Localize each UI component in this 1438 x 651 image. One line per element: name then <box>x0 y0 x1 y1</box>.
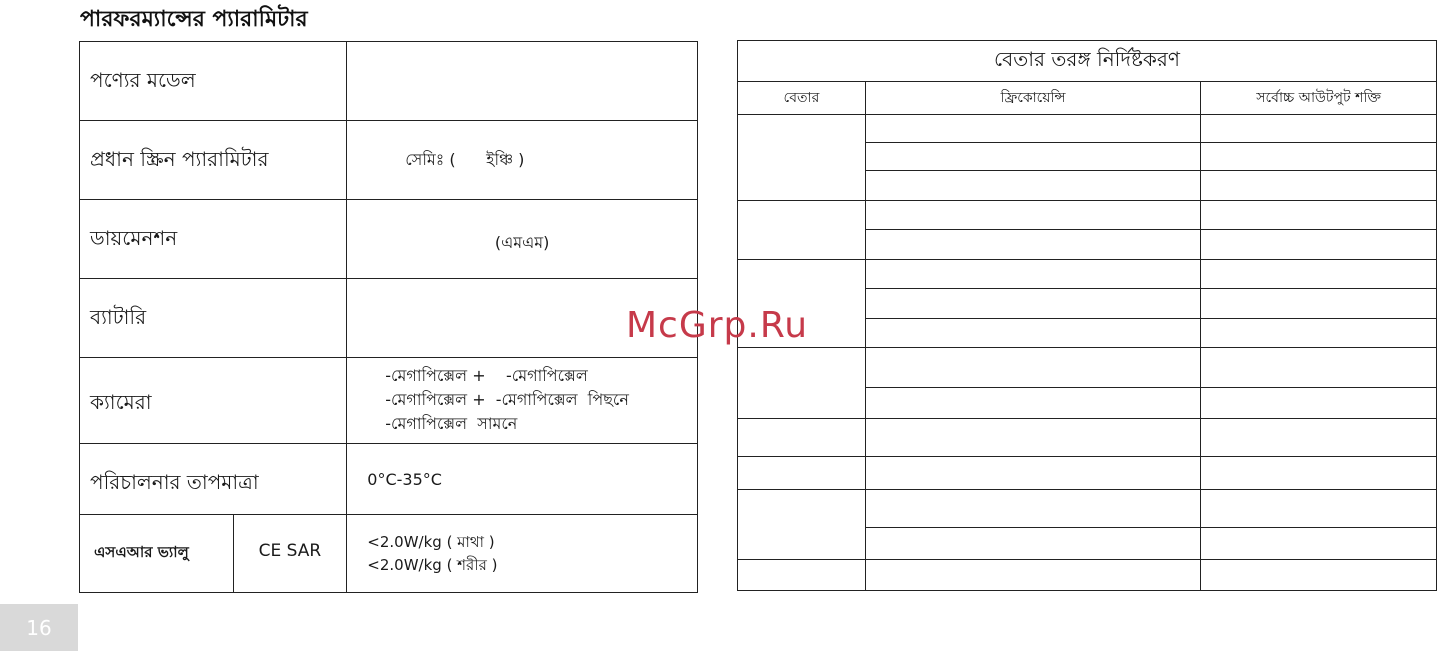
radio-cell <box>738 115 866 201</box>
battery-label: ব্যাটারি <box>80 279 347 358</box>
table-row <box>738 115 1437 143</box>
screen-label: প্রধান স্ক্রিন প্যারামিটার <box>80 121 347 200</box>
model-value <box>347 42 698 121</box>
radio-spec-table <box>737 40 1437 591</box>
parameters-table <box>79 41 698 593</box>
camera-label: ক্যামেরা <box>80 358 347 444</box>
table-row <box>80 42 698 121</box>
power-column-header: সর্বোচ্চ আউটপুট শক্তি <box>1201 82 1437 115</box>
frequency-cell <box>865 289 1201 319</box>
power-cell <box>1201 319 1437 348</box>
power-cell <box>1201 348 1437 387</box>
radio-cell <box>738 201 866 260</box>
frequency-cell <box>865 230 1201 260</box>
power-cell <box>1201 115 1437 143</box>
power-cell <box>1201 387 1437 418</box>
frequency-cell <box>865 260 1201 289</box>
sar-body-value: <2.0W/kg ( শরীর ) <box>367 556 498 574</box>
table-row <box>738 456 1437 489</box>
radio-cell <box>738 418 866 456</box>
sar-standard: CE SAR <box>233 515 347 593</box>
dimension-value: (এমএম) <box>347 200 698 279</box>
camera-value <box>347 358 698 444</box>
table-row <box>738 348 1437 387</box>
page-heading: পারফরম্যান্সের প্যারামিটার <box>80 7 308 32</box>
table-row <box>738 260 1437 289</box>
power-cell <box>1201 456 1437 489</box>
frequency-cell <box>865 456 1201 489</box>
frequency-cell <box>865 348 1201 387</box>
sar-head-value: <2.0W/kg ( মাথা ) <box>367 533 495 551</box>
radio-cell <box>738 489 866 559</box>
camera-line: -মেগাপিক্সেল + -মেগাপিক্সেল পিছনে <box>385 390 629 409</box>
table-row <box>80 279 698 358</box>
frequency-cell <box>865 489 1201 527</box>
frequency-cell <box>865 201 1201 230</box>
radio-cell <box>738 348 866 418</box>
sar-label: এসএআর ভ্যালু <box>80 515 234 593</box>
screen-value: সেমিঃ ( ইঞ্চি ) <box>347 121 698 200</box>
camera-line: -মেগাপিক্সেল সামনে <box>385 414 518 433</box>
table-row <box>80 121 698 200</box>
table-row <box>738 201 1437 230</box>
model-label: পণ্যের মডেল <box>80 42 347 121</box>
table-row <box>80 358 698 444</box>
watermark: McGrp.Ru <box>626 305 809 346</box>
table-row <box>738 489 1437 527</box>
table-row <box>80 444 698 515</box>
frequency-cell <box>865 559 1201 590</box>
frequency-cell <box>865 115 1201 143</box>
power-cell <box>1201 559 1437 590</box>
camera-line: -মেগাপিক্সেল + -মেগাপিক্সেল <box>385 366 588 385</box>
page-number: 16 <box>0 604 78 651</box>
temperature-value: 0°C-35°C <box>347 444 698 515</box>
frequency-cell <box>865 143 1201 171</box>
radio-cell <box>738 559 866 590</box>
radio-cell <box>738 456 866 489</box>
sar-values <box>347 515 698 593</box>
frequency-cell <box>865 319 1201 348</box>
frequency-cell <box>865 171 1201 201</box>
table-row <box>80 200 698 279</box>
table-row <box>738 559 1437 590</box>
power-cell <box>1201 418 1437 456</box>
table-row <box>80 515 698 593</box>
power-cell <box>1201 260 1437 289</box>
radio-column-header: বেতার <box>738 82 866 115</box>
dimension-label: ডায়মেনশন <box>80 200 347 279</box>
frequency-cell <box>865 418 1201 456</box>
power-cell <box>1201 143 1437 171</box>
power-cell <box>1201 230 1437 260</box>
frequency-cell <box>865 387 1201 418</box>
power-cell <box>1201 201 1437 230</box>
frequency-cell <box>865 527 1201 559</box>
power-cell <box>1201 171 1437 201</box>
power-cell <box>1201 289 1437 319</box>
power-cell <box>1201 489 1437 527</box>
radio-table-title: বেতার তরঙ্গ নির্দিষ্টকরণ <box>738 41 1437 82</box>
power-cell <box>1201 527 1437 559</box>
frequency-column-header: ফ্রিকোয়েন্সি <box>865 82 1201 115</box>
table-row <box>738 418 1437 456</box>
temperature-label: পরিচালনার তাপমাত্রা <box>80 444 347 515</box>
